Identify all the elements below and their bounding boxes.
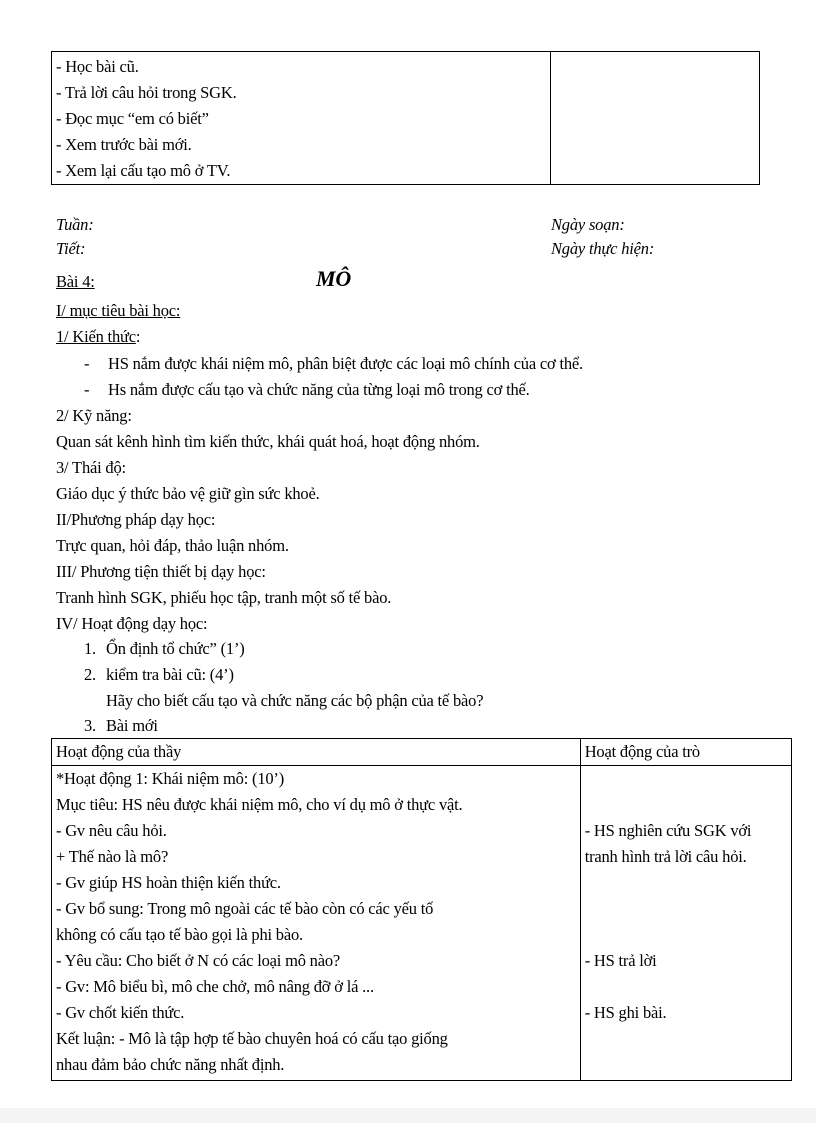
knowledge-heading xyxy=(56,324,140,350)
attitude-heading: 3/ Thái độ: xyxy=(56,458,126,477)
teacher-line: *Hoạt động 1: Khái niệm mô: (10’) xyxy=(56,769,285,788)
teacher-line: + Thế nào là mô? xyxy=(56,847,169,866)
homework-empty-cell xyxy=(551,52,760,185)
review-question: Hãy cho biết cấu tạo và chức năng các bộ phận của tế bào? xyxy=(106,691,484,710)
step-item xyxy=(84,636,245,662)
teacher-line: - Gv chốt kiến thức. xyxy=(56,1003,185,1022)
student-line xyxy=(585,766,787,792)
student-line xyxy=(585,922,787,948)
student-line: - HS trả lời xyxy=(584,951,657,970)
teacher-line: - Gv bổ sung: Trong mô ngoài các tế bào còn có các yếu tố xyxy=(56,899,434,918)
homework-line: - Học bài cũ. xyxy=(56,57,139,76)
equipment-heading: III/ Phương tiện thiết bị dạy học: xyxy=(56,562,266,581)
student-header: Hoạt động của trò xyxy=(580,739,791,766)
method-heading: II/Phương pháp dạy học: xyxy=(56,510,216,529)
step-item xyxy=(84,662,234,688)
step-text: Bài mới xyxy=(106,716,158,735)
teacher-line: - Gv giúp HS hoàn thiện kiến thức. xyxy=(56,873,281,892)
tuan-label: Tuần: xyxy=(56,215,94,234)
attitude-text: Giáo dục ý thức bảo vệ giữ gìn sức khoẻ. xyxy=(56,484,320,503)
teacher-line: - Gv: Mô biểu bì, mô che chở, mô nâng đỡ ở lá ... xyxy=(56,977,374,996)
teacher-header: Hoạt động của thầy xyxy=(52,739,581,766)
homework-line: - Trả lời câu hỏi trong SGK. xyxy=(56,83,237,102)
student-line xyxy=(585,870,787,896)
objectives-heading: I/ mục tiêu bài học: xyxy=(56,301,181,320)
tiet-label: Tiết: xyxy=(56,239,86,258)
student-activities xyxy=(580,766,791,1081)
step-item xyxy=(84,713,158,739)
teacher-line: - Gv nêu câu hỏi. xyxy=(56,821,167,840)
homework-cell xyxy=(52,52,551,185)
homework-line: - Xem lại cấu tạo mô ở TV. xyxy=(56,161,231,180)
student-line xyxy=(585,896,787,922)
step-number: 1. xyxy=(84,639,96,658)
ngay-thuc-hien-label: Ngày thực hiện: xyxy=(551,239,655,258)
knowledge-item-text: Hs nắm được cấu tạo và chức năng của từng loại mô trong cơ thế. xyxy=(108,380,530,399)
lesson-title: MÔ xyxy=(316,266,352,291)
student-line xyxy=(585,792,787,818)
teacher-line: Kết luận: - Mô là tập hợp tế bào chuyên hoá có cấu tạo giống xyxy=(56,1029,448,1048)
teacher-line: - Yêu cầu: Cho biết ở N có các loại mô nào? xyxy=(56,951,341,970)
student-line: - HS ghi bài. xyxy=(584,1003,667,1022)
step-number: 3. xyxy=(84,716,96,735)
ngay-soan-label: Ngày soạn: xyxy=(551,215,625,234)
activity-table xyxy=(51,738,792,1081)
knowledge-heading-text: 1/ Kiến thức xyxy=(56,327,136,346)
method-text: Trực quan, hỏi đáp, thảo luận nhóm. xyxy=(56,536,289,555)
knowledge-item: - HS nắm được khái niệm mô, phân biệt được các loại mô chính của cơ thể. xyxy=(84,354,583,373)
knowledge-item-text: HS nắm được khái niệm mô, phân biệt được các loại mô chính của cơ thể. xyxy=(108,354,583,373)
equipment-text: Tranh hình SGK, phiếu học tập, tranh một số tế bào. xyxy=(56,588,392,607)
student-line: - HS nghiên cứu SGK với xyxy=(584,821,752,840)
step-text: kiểm tra bài cũ: (4’) xyxy=(106,665,234,684)
student-line: tranh hình trả lời câu hỏi. xyxy=(584,847,747,866)
skills-text: Quan sát kênh hình tìm kiến thức, khái quát hoá, hoạt động nhóm. xyxy=(56,432,480,451)
step-text: Ổn định tổ chức” (1’) xyxy=(106,639,245,658)
homework-line: - Đọc mục “em có biết” xyxy=(56,109,209,128)
knowledge-heading-colon: : xyxy=(135,327,141,346)
activities-heading: IV/ Hoạt động dạy học: xyxy=(56,614,208,633)
knowledge-item: - Hs nắm được cấu tạo và chức năng của từng loại mô trong cơ thế. xyxy=(84,380,530,399)
page-bottom-band xyxy=(0,1108,816,1123)
teacher-line: nhau đảm bảo chức năng nhất định. xyxy=(56,1055,285,1074)
teacher-line: không có cấu tạo tế bào gọi là phi bào. xyxy=(56,925,303,944)
homework-table xyxy=(51,51,760,185)
student-line xyxy=(585,1052,787,1078)
teacher-line: Mục tiêu: HS nêu được khái niệm mô, cho ví dụ mô ở thực vật. xyxy=(56,795,463,814)
skills-heading: 2/ Kỹ năng: xyxy=(56,406,132,425)
step-number: 2. xyxy=(84,665,96,684)
student-line xyxy=(585,974,787,1000)
student-line xyxy=(585,1026,787,1052)
homework-line: - Xem trước bài mới. xyxy=(56,135,192,154)
lesson-number: Bài 4: xyxy=(56,272,95,291)
teacher-activities xyxy=(52,766,581,1081)
